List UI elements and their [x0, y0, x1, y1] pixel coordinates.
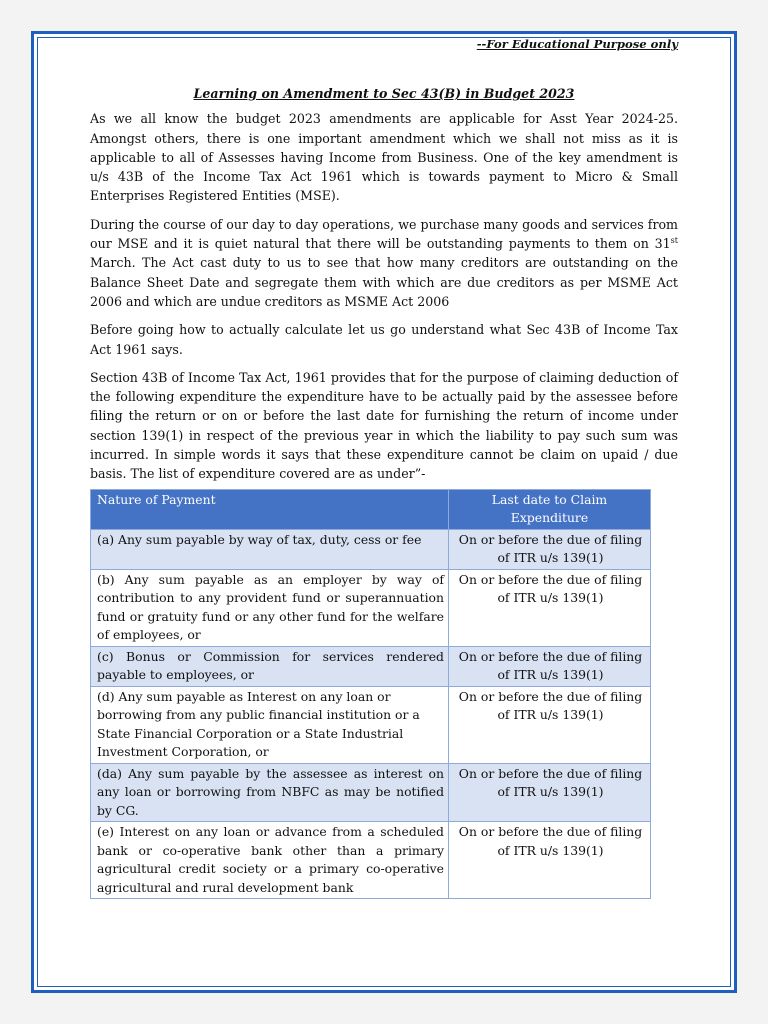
header-nature-of-payment: Nature of Payment	[91, 489, 449, 529]
row-c-nature: (c) Bonus or Commission for services rendered payable to employees, or	[91, 646, 449, 686]
row-e-nature: (e) Interest on any loan or advance from a scheduled bank or co-operative bank other than a primary agricultural credit society or a primary co-operative agricultural and rural development bank	[91, 822, 449, 899]
row-da-nature: (da) Any sum payable by the assessee as interest on any loan or borrowing from NBFC as may be notified by CG.	[91, 763, 449, 822]
expenditure-table	[90, 489, 651, 900]
document-body	[90, 36, 678, 899]
row-e-date: On or before the due of filing of ITR u/s 139(1)	[449, 822, 651, 899]
table-row	[91, 646, 651, 686]
row-b-date: On or before the due of filing of ITR u/s 139(1)	[449, 569, 651, 646]
row-b-nature: (b) Any sum payable as an employer by way of contribution to any provident fund or superannuation fund or gratuity fund or any other fund for the welfare of employees, or	[91, 569, 449, 646]
table-row	[91, 822, 651, 899]
paragraph-operations	[90, 215, 678, 311]
table-header-row	[91, 489, 651, 529]
educational-note: --For Educational Purpose only	[476, 37, 678, 51]
row-a-date: On or before the due of filing of ITR u/s 139(1)	[449, 529, 651, 569]
document-title: Learning on Amendment to Sec 43(B) in Budget 2023	[193, 86, 575, 101]
table-row	[91, 763, 651, 822]
row-a-nature: (a) Any sum payable by way of tax, duty, cess or fee	[91, 529, 449, 569]
superscript-st: st	[670, 235, 678, 245]
row-da-date: On or before the due of filing of ITR u/s 139(1)	[449, 763, 651, 822]
paragraph-operations-part2: March. The Act cast duty to us to see that how many creditors are outstanding on the Balance Sheet Date and segregate them with which are due creditors as per MSME Act 2006 and which are undue creditors as MSME Act 2006	[90, 255, 678, 309]
row-d-nature: (d) Any sum payable as Interest on any loan or borrowing from any public financial institution or a State Financial Corporation or a State Industrial Investment Corporation, or	[91, 686, 449, 763]
paragraph-before-calc: Before going how to actually calculate let us go understand what Sec 43B of Income Tax Act 1961 says.	[90, 322, 678, 357]
row-c-date: On or before the due of filing of ITR u/s 139(1)	[449, 646, 651, 686]
paragraph-intro: As we all know the budget 2023 amendments are applicable for Asst Year 2024-25. Amongst others, there is one important amendment which we shall not miss as it is applicable to all of Assesses having Income from Business. One of the key amendment is u/s 43B of the Income Tax Act 1961 which is towards payment to Micro & Small Enterprises Registered Entities (MSE).	[90, 111, 678, 204]
paragraph-operations-part1: During the course of our day to day operations, we purchase many goods and services from our MSE and it is quiet natural that there will be outstanding payments to them on 31	[90, 216, 678, 252]
table-row	[91, 569, 651, 646]
table-row	[91, 686, 651, 763]
row-d-date: On or before the due of filing of ITR u/s 139(1)	[449, 686, 651, 763]
paragraph-section-43b: Section 43B of Income Tax Act, 1961 provides that for the purpose of claiming deduction of the following expenditure the expenditure have to be actually paid by the assessee before filing the return or on or before the last date for furnishing the return of income under section 139(1) in respect of the previous year in which the liability to pay such sum was incurred. In simple words it says that these expenditure cannot be claim on upaid / due basis. The list of expenditure covered are as under”-	[90, 369, 678, 482]
header-last-date: Last date to Claim Expenditure	[449, 489, 651, 529]
table-row	[91, 529, 651, 569]
